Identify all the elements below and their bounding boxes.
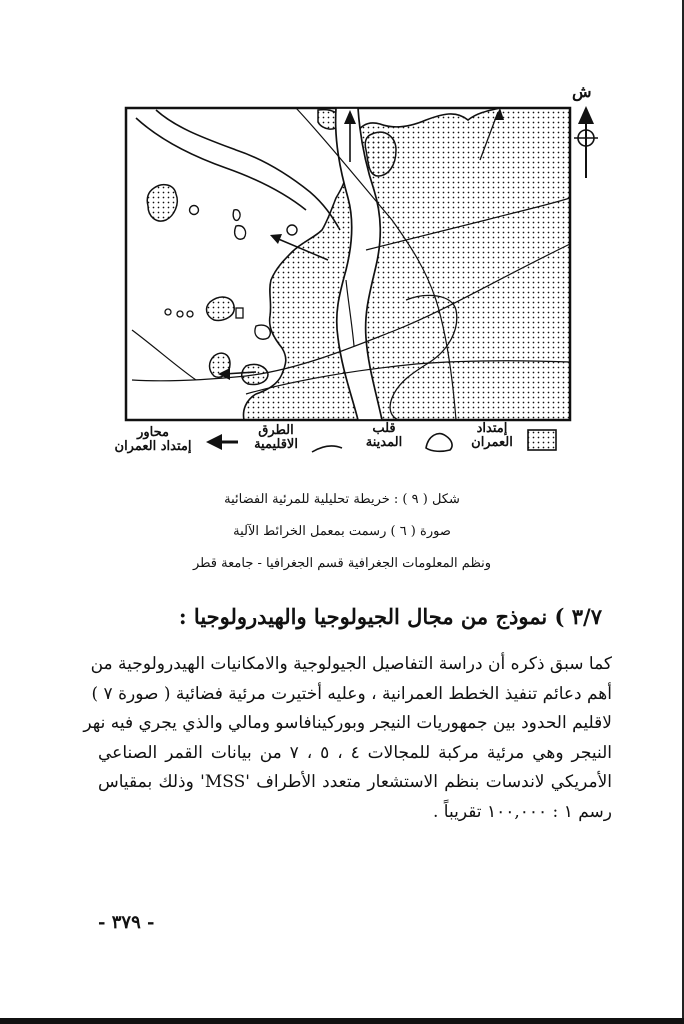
paragraph-line: رسم ١ : ١٠٠,٠٠٠ تقريباً . (432, 801, 612, 822)
legend-label-regional-roads: الطرق الاقليمية (254, 423, 298, 452)
section-heading: ٣/٧ ) نموذج من مجال الجيولوجيا والهيدرولوجيا : (178, 604, 602, 629)
north-label: ش (572, 82, 592, 101)
figure-caption-line-1: شكل ( ٩ ) : خريطة تحليلية للمرئية الفضائية (224, 492, 460, 507)
north-arrow (574, 106, 598, 178)
legend-symbol-urban-extension (528, 430, 556, 450)
legend-symbol-urban-core (426, 434, 452, 452)
figure-caption-line-2: صورة ( ٦ ) رسمت بمعمل الخرائط الآلية (233, 524, 451, 539)
figure-caption-line-3: ونظم المعلومات الجغرافية قسم الجغرافيا - جامعة قطر (192, 556, 492, 571)
paragraph-line: الأمريكي لاندسات بنظم الاستشعار متعدد الأطراف 'MSS' وذلك بمقياس (98, 772, 612, 792)
analytical-map-figure (96, 80, 606, 470)
legend-label-urban-extension: إمتداد العمران (471, 421, 513, 450)
map-drawing (96, 80, 606, 470)
page-bottom-edge (0, 1018, 684, 1024)
body-paragraph (83, 650, 612, 827)
legend-symbol-regional-road (312, 446, 342, 452)
paragraph-line: النيجر وهي مرئية مركبة للمجالات ٤ ، ٥ ، ٧ من بيانات القمر الصناعي (98, 742, 612, 763)
urban-patch (207, 297, 235, 320)
paragraph-line: لاقليم الحدود بين جمهوريات النيجر وبوركينافاسو ومالي والذي يجري فيه نهر (83, 713, 612, 733)
legend-label-urban-axes: محاور إمتداد العمران (114, 425, 192, 454)
paragraph-line: كما سبق ذكره أن دراسة التفاصيل الجيولوجية والامكانيات الهيدرولوجية من (90, 654, 612, 674)
page-number: - ٣٧٩ - (98, 912, 155, 933)
legend-label-urban-core: قلب المدينة (365, 421, 403, 450)
paragraph-line: أهم دعائم تنفيذ الخطط العمرانية ، وعليه أختيرت مرئية فضائية ( صورة ٧ ) (91, 683, 612, 704)
legend-symbol-urban-axis (206, 434, 238, 450)
